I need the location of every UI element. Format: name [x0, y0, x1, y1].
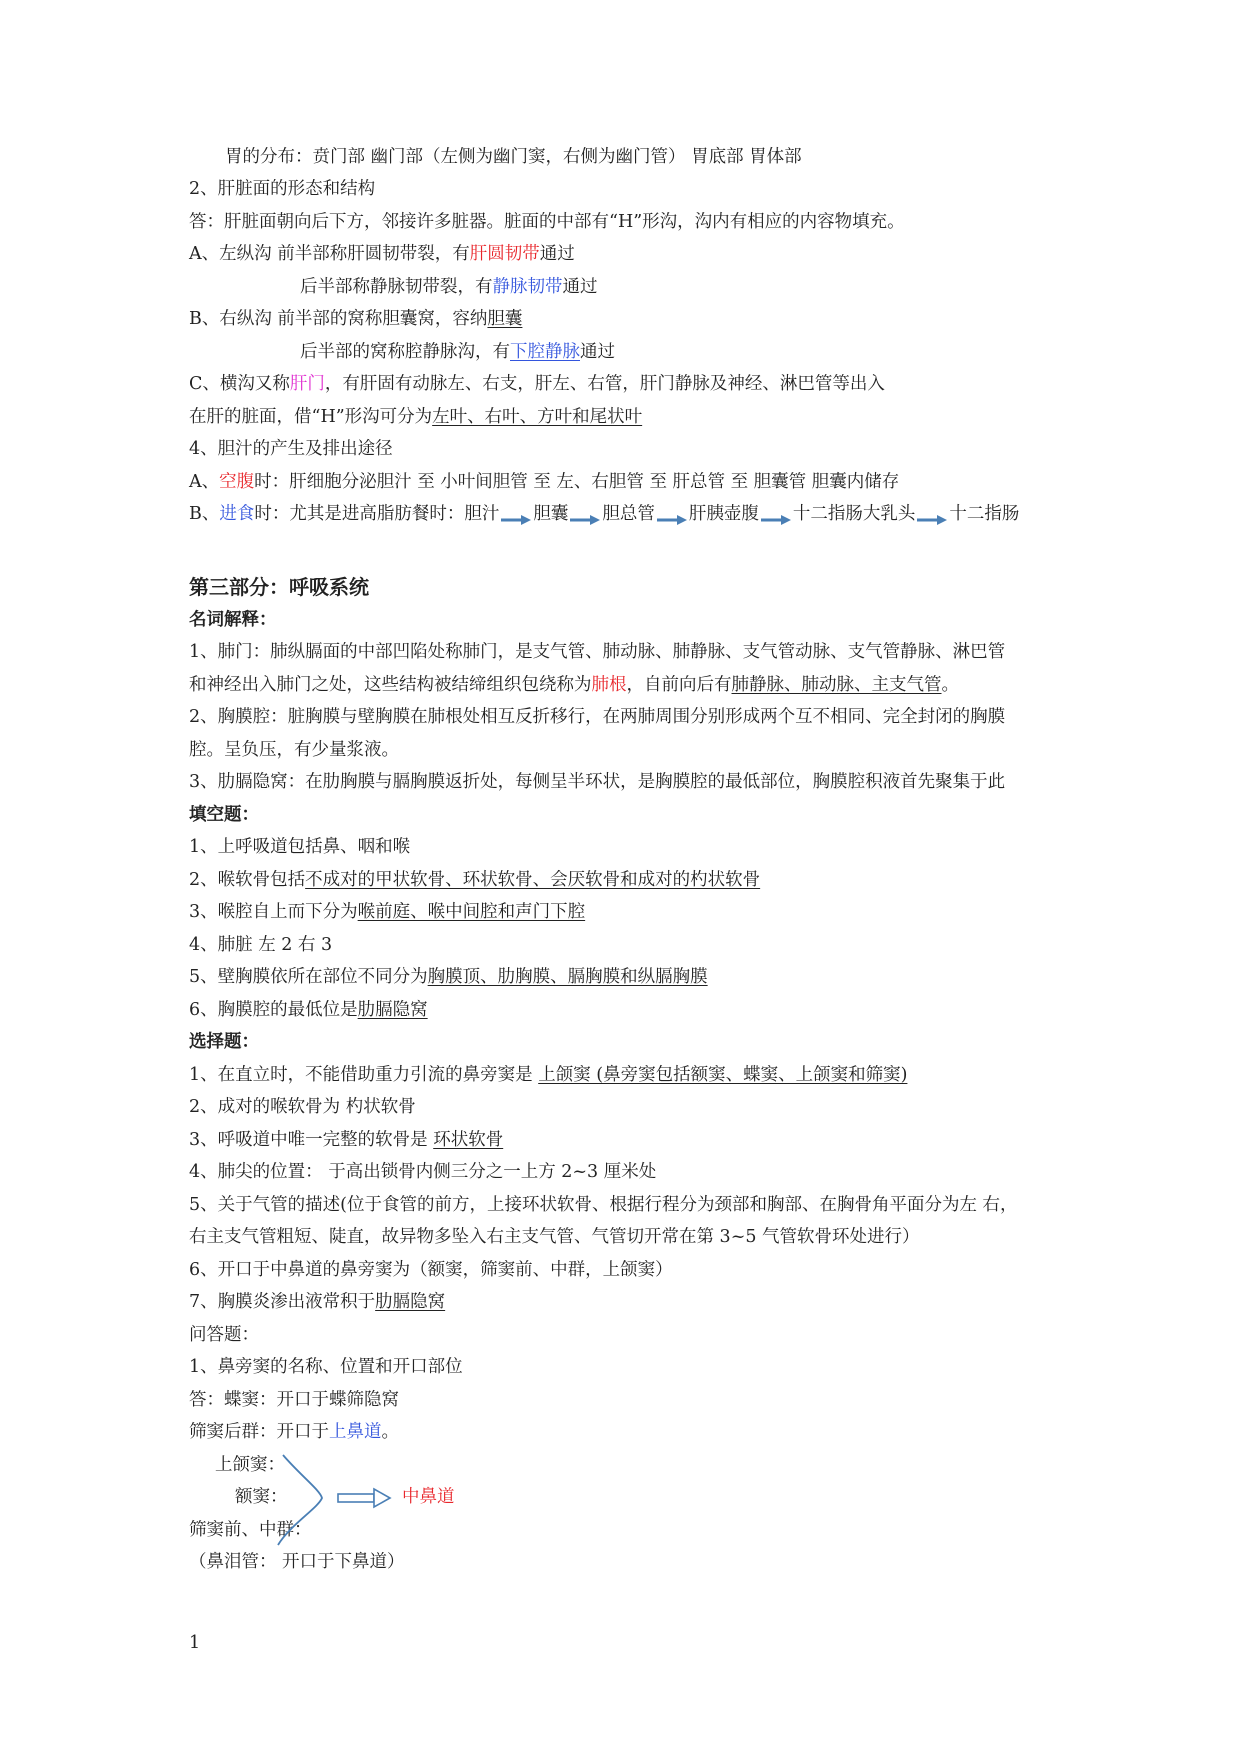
text-span: 下腔静脉 — [510, 342, 580, 362]
text-span: 名词解释： — [189, 610, 277, 630]
text-span: 十二指肠 — [949, 504, 1020, 524]
text-span: 空腹 — [219, 472, 255, 492]
text-span: 环状软骨 — [433, 1130, 504, 1150]
text-span: 3、肋膈隐窝：在肋胸膜与膈胸膜返折处，每侧呈半环状，是胸膜腔的最低部位，胸膜腔积液首先聚集于此 — [189, 772, 1006, 792]
text-span: 在肝的脏面，借“H”形沟可分为 — [189, 407, 433, 427]
text-span: 2、肝脏面的形态和结构 — [189, 179, 376, 199]
text-span: 第三部分：呼吸系统 — [189, 575, 369, 599]
text-span: 4、肺脏 左 2 右 3 — [189, 935, 333, 955]
text-span: 6、开口于中鼻道的鼻旁窦为（额窦，筛窦前、中群，上颌窦） — [189, 1260, 673, 1280]
text-span: 。 — [941, 675, 959, 695]
text-span: 2、成对的喉软骨为 杓状软骨 — [189, 1097, 416, 1117]
text-span: 十二指肠大乳头 — [792, 504, 916, 524]
text-span: 选择题： — [189, 1032, 259, 1052]
text-span: 3、呼吸道中唯一完整的软骨是 — [189, 1130, 434, 1150]
text-span: 通过 — [562, 277, 598, 297]
text-span: （鼻泪管： 开口于下鼻道） — [189, 1552, 405, 1572]
text-span: 上颌窦 (鼻旁窦包括额窦、蝶窦、上颌窦和筛窦) — [538, 1065, 908, 1085]
text-span: 中鼻道 — [402, 1487, 455, 1507]
text-span: 上颌窦： — [215, 1455, 285, 1475]
text-span: 5、壁胸膜依所在部位不同分为 — [189, 967, 428, 987]
text-span: B、 — [189, 504, 220, 524]
text-span: 时：肝细胞分泌胆汁 至 小叶间胆管 至 左、右胆管 至 肝总管 至 胆囊管 胆囊内储存 — [254, 472, 900, 492]
text-span: 胆囊 — [487, 309, 523, 329]
text-span: 1、肺门：肺纵膈面的中部凹陷处称肺门，是支气管、肺动脉、肺静脉、支气管动脉、支气管静脉、淋巴管 — [189, 642, 1006, 662]
text-span: 答：肝脏面朝向后下方，邻接许多脏器。脏面的中部有“H”形沟，沟内有相应的内容物填充。 — [189, 212, 905, 232]
text-span: 进食 — [219, 504, 255, 524]
text-span: 后半部称静脉韧带裂，有 — [300, 277, 493, 297]
text-span: 胃的分布：贲门部 幽门部（左侧为幽门窦，右侧为幽门管） 胃底部 胃体部 — [225, 147, 802, 167]
text-span: 胆囊 — [533, 504, 569, 524]
text-span: 4、肺尖的位置： 于高出锁骨内侧三分之一上方 2~3 厘米处 — [189, 1162, 657, 1182]
text-span: 腔。呈负压，有少量浆液。 — [189, 740, 399, 760]
text-span: 筛窦后群：开口于 — [189, 1422, 329, 1442]
text-span: 7、胸膜炎渗出液常积于 — [189, 1292, 376, 1312]
text-span: 胸膜顶、肋胸膜、膈胸膜和纵膈胸膜 — [427, 967, 708, 987]
text-span: 填空题： — [189, 805, 259, 825]
page-number: 1 — [189, 1633, 201, 1653]
text-span: A、左纵沟 前半部称肝圆韧带裂，有 — [189, 244, 470, 264]
text-span: 胆总管 — [602, 504, 655, 524]
text-span: 筛窦前、中群： — [189, 1520, 312, 1540]
grouping-curve — [278, 1455, 322, 1545]
text-span: 。 — [381, 1422, 399, 1442]
text-span: 5、关于气管的描述(位于食管的前方，上接环状软骨、根据行程分为颈部和胸部、在胸骨角平面分为左 右， — [189, 1195, 1018, 1215]
text-span: 2、喉软骨包括 — [189, 870, 306, 890]
text-span: ，自前向后有 — [626, 675, 732, 695]
text-span: B、右纵沟 前半部的窝称胆囊窝，容纳 — [189, 309, 488, 329]
right-block-arrow-icon — [338, 1489, 390, 1507]
text-span: 1、鼻旁窦的名称、位置和开口部位 — [189, 1357, 463, 1377]
text-span: 通过 — [580, 342, 615, 362]
text-span: 1、在直立时，不能借助重力引流的鼻旁窦是 — [189, 1065, 539, 1085]
text-span: 通过 — [539, 244, 575, 264]
text-span: 3、喉腔自上而下分为 — [189, 902, 358, 922]
text-span: 后半部的窝称腔静脉沟，有 — [300, 342, 510, 362]
text-span: 静脉韧带 — [492, 277, 563, 297]
text-span: 答：蝶窦：开口于蝶筛隐窝 — [189, 1390, 399, 1410]
text-span: 上鼻道 — [329, 1422, 382, 1442]
text-span: 和神经出入肺门之处，这些结构被结缔组织包绕称为 — [189, 675, 592, 695]
text-span: C、横沟又称 — [189, 374, 290, 394]
text-span: 不成对的甲状软骨、环状软骨、会厌软骨和成对的杓状软骨 — [305, 870, 761, 890]
text-span: 额窦： — [235, 1487, 288, 1507]
text-span: 6、胸膜腔的最低位是 — [189, 1000, 358, 1020]
text-span: 左叶、右叶、方叶和尾状叶 — [432, 407, 643, 427]
text-span: A、 — [189, 472, 220, 492]
text-span: 右主支气管粗短、陡直，故异物多坠入右主支气管、气管切开常在第 3~5 气管软骨环处进行） — [189, 1227, 920, 1247]
text-span: 肋膈隐窝 — [357, 1000, 428, 1020]
text-span: 2、胸膜腔：脏胸膜与壁胸膜在肺根处相互反折移行，在两肺周围分别形成两个互不相同、完全封闭的胸膜 — [189, 707, 1006, 727]
text-span: 问答题： — [189, 1325, 259, 1345]
text-span: 肝圆韧带 — [469, 244, 540, 264]
text-span: 肝胰壶腹 — [688, 504, 759, 524]
text-span: 时：尤其是进高脂肪餐时：胆汁 — [254, 504, 500, 524]
text-span: 喉前庭、喉中间腔和声门下腔 — [357, 902, 586, 922]
text-span: 肝门 — [289, 374, 325, 394]
text-span: 肋膈隐窝 — [375, 1292, 446, 1312]
text-span: ，有肝固有动脉左、右支，肝左、右管，肝门静脉及神经、淋巴管等出入 — [324, 374, 885, 394]
text-span: 肺静脉、肺动脉、主支气管 — [731, 675, 942, 695]
text-span: 4、胆汁的产生及排出途径 — [189, 439, 393, 459]
text-span: 肺根 — [591, 675, 627, 695]
text-span: 1、上呼吸道包括鼻、咽和喉 — [189, 837, 411, 857]
